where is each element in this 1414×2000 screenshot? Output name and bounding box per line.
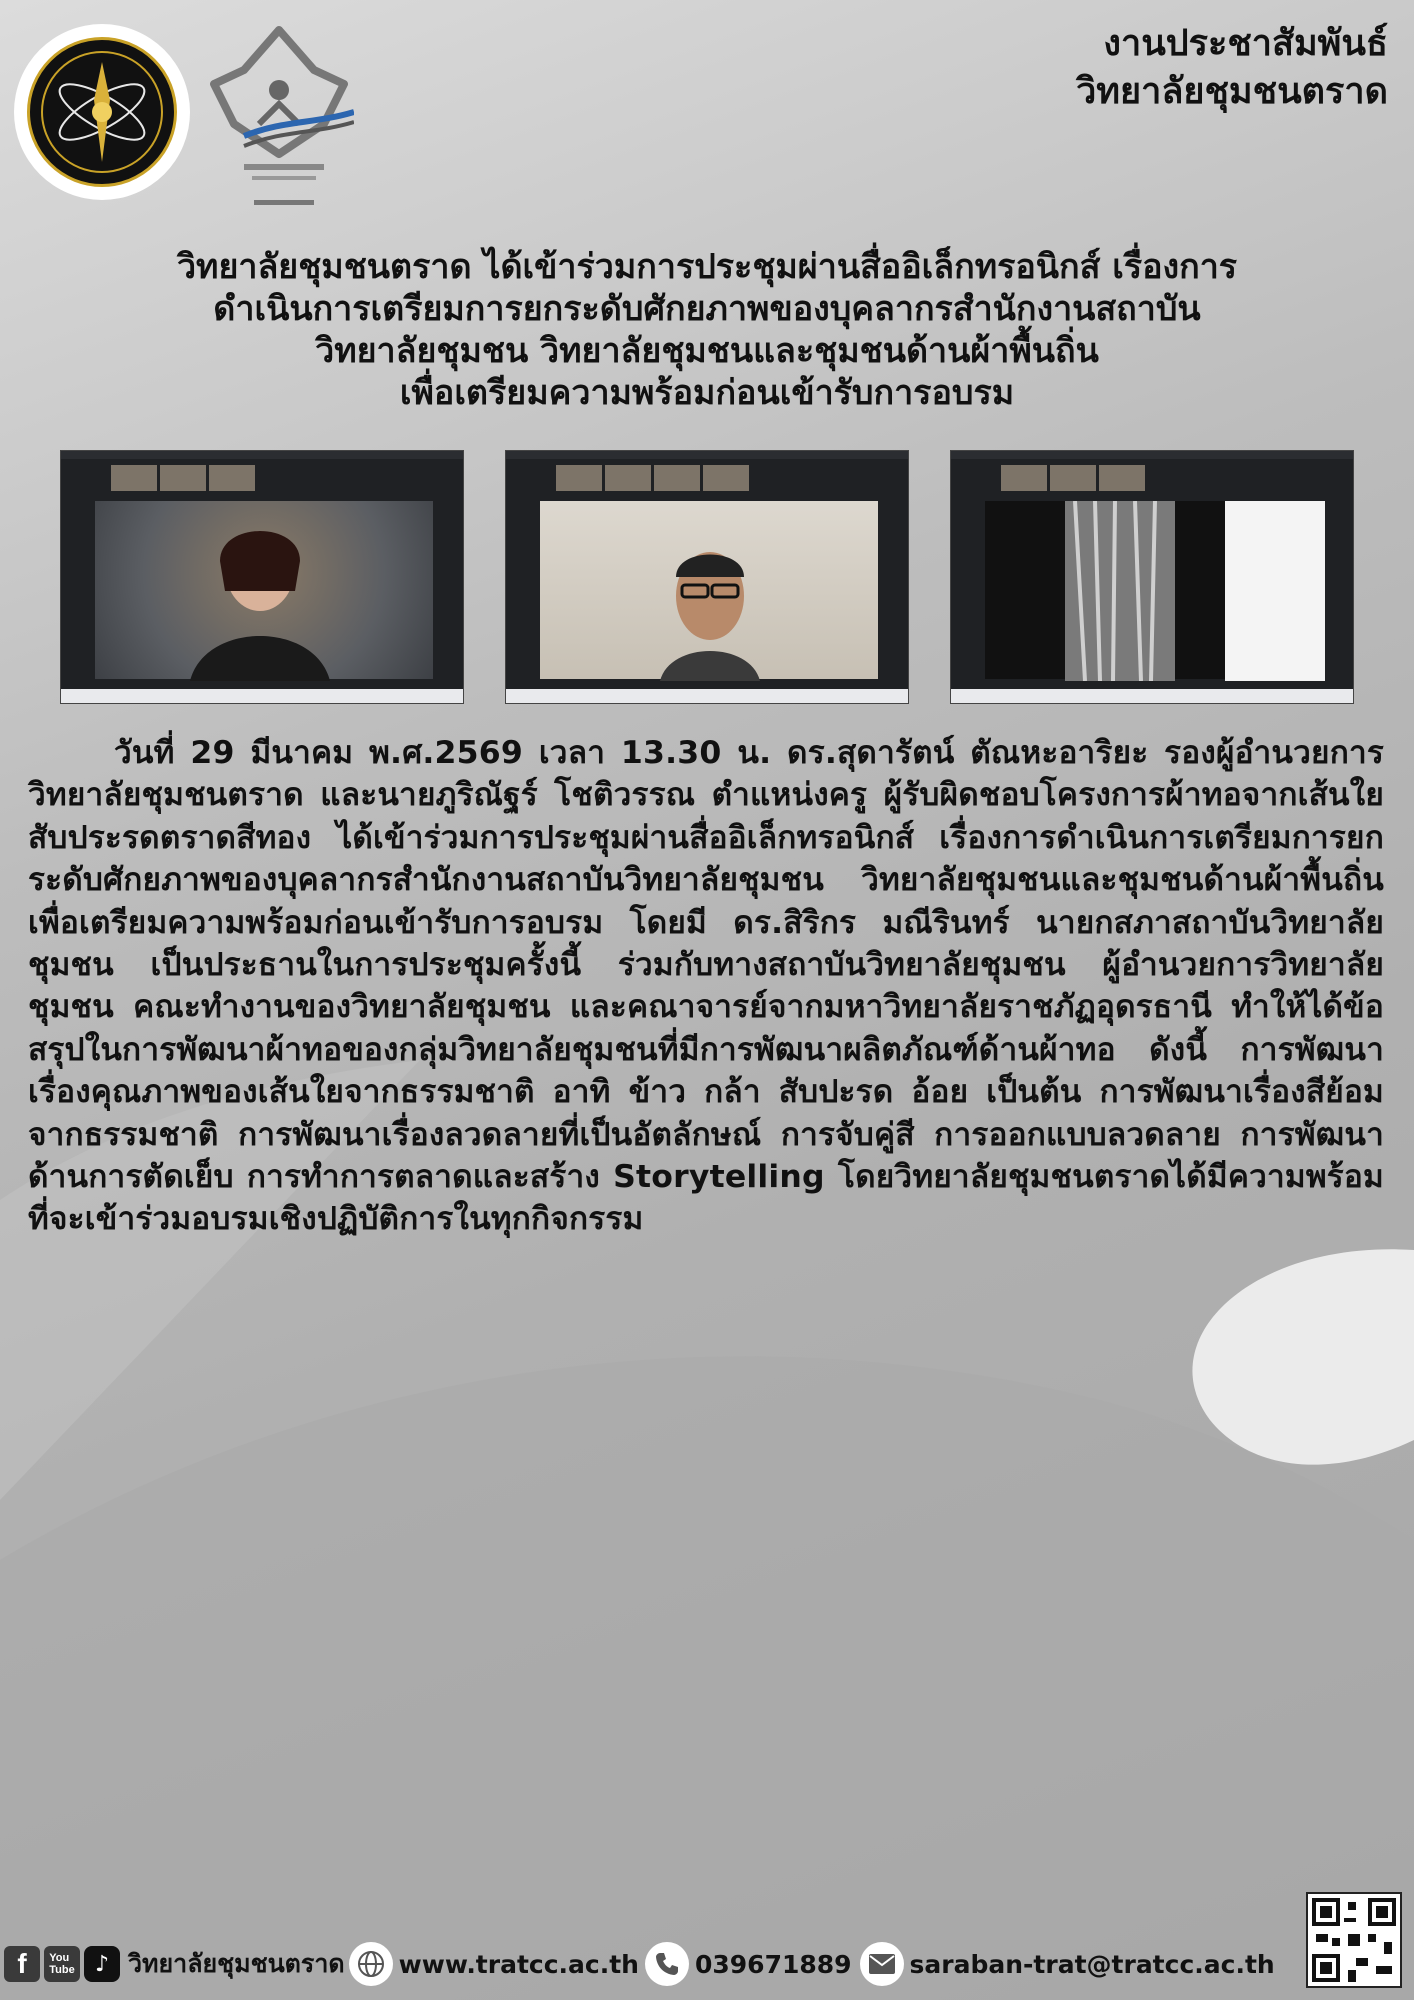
facebook-icon[interactable]: f <box>4 1946 40 1982</box>
headline-line3: วิทยาลัยชุมชน วิทยาลัยชุมชนและชุมชนด้านผ้าพื้นถิ่น <box>315 331 1099 371</box>
headline-line4: เพื่อเตรียมความพร้อมก่อนเข้ารับการอบรม <box>399 373 1015 413</box>
phone-icon <box>645 1942 689 1986</box>
footer-phone[interactable]: 039671889 <box>694 1949 852 1979</box>
news-headline <box>30 246 1384 414</box>
qr-code[interactable] <box>1306 1892 1402 1988</box>
department-title <box>1076 20 1388 116</box>
meeting-photo-3 <box>950 450 1354 704</box>
footer-website-link[interactable]: www.tratcc.ac.th <box>398 1949 639 1979</box>
meeting-photo-2 <box>505 450 909 704</box>
footer-email[interactable]: saraban-trat@tratcc.ac.th <box>909 1949 1275 1979</box>
ministry-seal-logo <box>14 24 190 200</box>
youtube-icon[interactable]: You Tube <box>44 1946 80 1982</box>
headline-line1: วิทยาลัยชุมชนตราด ได้เข้าร่วมการประชุมผ่านสื่ออิเล็กทรอนิกส์ เรื่องการ <box>176 247 1238 287</box>
photo-gallery <box>60 450 1354 704</box>
meeting-photo-1 <box>60 450 464 704</box>
tiktok-icon[interactable]: ♪ <box>84 1946 120 1982</box>
globe-icon <box>349 1942 393 1986</box>
department-title-line2: วิทยาลัยชุมชนตราด <box>1076 71 1388 112</box>
footer-college-name: วิทยาลัยชุมชนตราด <box>128 1949 345 1978</box>
mail-icon <box>860 1942 904 1986</box>
community-college-logo <box>204 24 354 224</box>
contact-footer <box>0 1940 1414 1988</box>
headline-line2: ดำเนินการเตรียมการยกระดับศักยภาพของบุคลากรสำนักงานสถาบัน <box>213 289 1201 329</box>
news-body-paragraph: วันที่ 29 มีนาคม พ.ศ.2569 เวลา 13.30 น. ดร.สุดารัตน์ ตัณหะอาริยะ รองผู้อำนวยการวิทยาลัยชุมชนตราด และนายภูริณัฐร์ โชติวรรณ ตำแหน่งครู ผู้รับผิดชอบโครงการผ้าทอจากเส้นใยสับประรดตราดสีทอง ได้เข้าร่วมการประชุมผ่านสื่ออิเล็กทรอนิกส์ เรื่องการดำเนินการเตรียมการยกระดับศักยภาพของบุคลากรสำนักงานสถาบันวิทยาลัยชุมชน วิทยาลัยชุมชนและชุมชนด้านผ้าพื้นถิ่น เพื่อเตรียมความพร้อมก่อนเข้ารับการอบรม โดยมี ดร.สิริกร มณีรินทร์ นายกสภาสถาบันวิทยาลัยชุมชน เป็นประธานในการประชุมครั้งนี้ ร่วมกับทางสถาบันวิทยาลัยชุมชน ผู้อำนวยการวิทยาลัยชุมชน คณะทำงานของวิทยาลัยชุมชน และคณาจารย์จากมหาวิทยาลัยราชภัฏอุดรธานี ทำให้ได้ข้อสรุปในการพัฒนาผ้าทอของกลุ่มวิทยาลัยชุมชนที่มีการพัฒนาผลิตภัณฑ์ด้านผ้าทอ ดังนี้ การพัฒนาเรื่องคุณภาพของเส้นใยจากธรรมชาติ อาทิ ข้าว กล้า สับปะรด อ้อย เป็นต้น การพัฒนาเรื่องสีย้อมจากธรรมชาติ การพัฒนาเรื่องลวดลายที่เป็นอัตลักษณ์ การจับคู่สี การออกแบบลวดลาย การพัฒนาด้านการตัดเย็บ การทำการตลาดและสร้าง Storytelling โดยวิทยาลัยชุมชนตราดได้มีความพร้อมที่จะเข้าร่วมอบรมเชิงปฏิบัติการในทุกกิจกรรม <box>28 735 1384 1238</box>
department-title-line1: งานประชาสัมพันธ์ <box>1103 23 1388 64</box>
logo-group <box>14 24 354 224</box>
